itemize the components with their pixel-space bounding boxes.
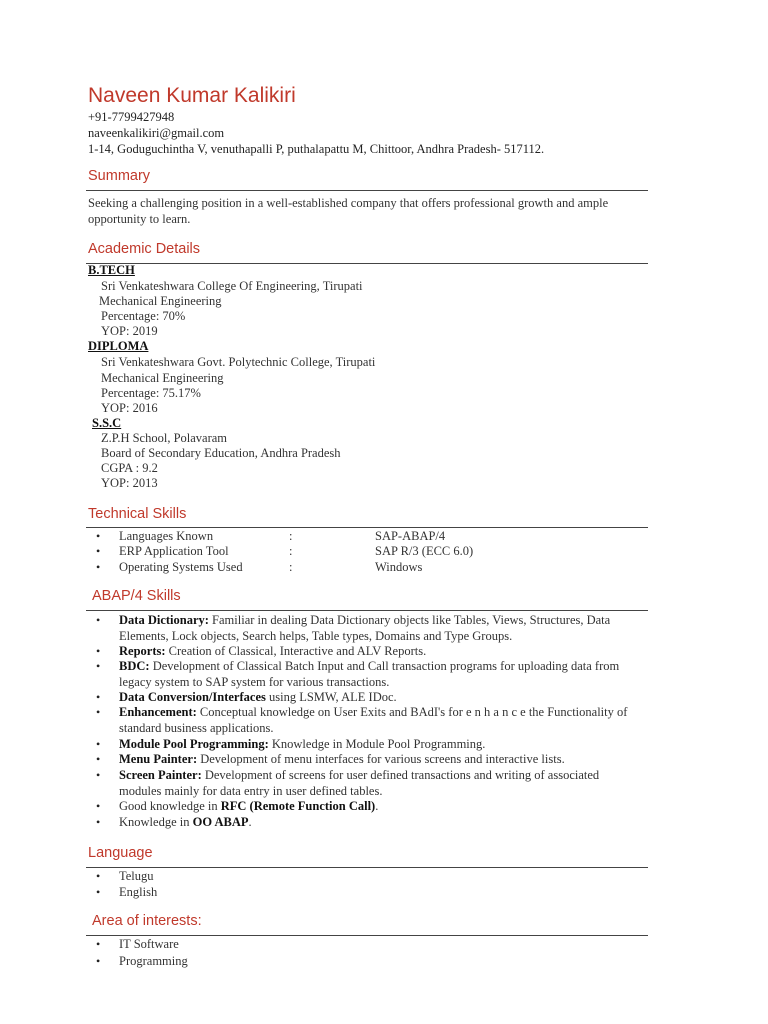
skill-description: .	[375, 799, 379, 813]
degree-detail: YOP: 2019	[101, 324, 158, 338]
skill-label: ERP Application Tool	[119, 544, 229, 558]
interests-heading: Area of interests:	[92, 913, 202, 929]
skill-title: Module Pool Programming:	[119, 737, 269, 751]
skill-title: OO ABAP	[192, 815, 249, 829]
skill-value: SAP R/3 (ECC 6.0)	[375, 544, 474, 558]
skill-title: Reports:	[119, 644, 166, 658]
degree-detail: Mechanical Engineering	[99, 294, 222, 308]
bullet-icon: •	[96, 613, 101, 627]
bullet-icon: •	[96, 954, 101, 968]
bullet-icon: •	[96, 937, 101, 951]
summary-divider	[86, 190, 648, 191]
bullet-icon: •	[96, 690, 101, 704]
bullet-icon: •	[96, 885, 101, 899]
language-item: Telugu	[119, 869, 154, 883]
skill-separator: :	[289, 529, 293, 543]
academic-heading: Academic Details	[88, 241, 201, 257]
skill-title: RFC (Remote Function Call)	[220, 799, 376, 813]
bullet-icon: •	[96, 644, 101, 658]
degree-title: S.S.C	[92, 416, 122, 430]
bullet-icon: •	[96, 799, 101, 813]
skill-value: Windows	[375, 560, 423, 574]
bullet-icon: •	[96, 544, 101, 558]
bullet-icon: •	[96, 869, 101, 883]
postal-address: 1-14, Goduguchintha V, venuthapalli P, puthalapattu M, Chittoor, Andhra Pradesh- 517112.	[88, 142, 545, 156]
abap-skill-item	[119, 815, 639, 831]
skill-description: Development of screens for user defined transactions and writing of associated modules mainly for data entry in user defined tables.	[119, 768, 600, 798]
email-address: naveenkalikiri@gmail.com	[88, 126, 225, 140]
summary-heading: Summary	[88, 168, 151, 184]
degree-detail: YOP: 2013	[101, 476, 158, 490]
interests-divider	[86, 935, 648, 936]
abap-skill-item	[119, 705, 639, 736]
skill-description: using LSMW, ALE IDoc.	[265, 690, 397, 704]
language-divider	[86, 867, 648, 868]
abap-skills-divider	[86, 610, 648, 611]
skill-description: Development of Classical Batch Input and Call transaction programs for uploading data from legacy system to SAP system for various transactions.	[119, 659, 620, 689]
degree-detail: Sri Venkateshwara College Of Engineering, Tirupati	[101, 279, 363, 293]
abap-skill-item	[119, 644, 639, 660]
degree-detail: Mechanical Engineering	[101, 371, 224, 385]
skill-title: BDC:	[119, 659, 150, 673]
interest-item: IT Software	[119, 937, 179, 951]
degree-detail: CGPA : 9.2	[101, 461, 158, 475]
skill-description: .	[248, 815, 252, 829]
bullet-icon: •	[96, 768, 101, 782]
abap-skill-item	[119, 690, 639, 706]
degree-detail: Z.P.H School, Polavaram	[101, 431, 228, 445]
degree-detail: Percentage: 70%	[101, 309, 186, 323]
skill-label: Languages Known	[119, 529, 214, 543]
abap-skill-item	[119, 737, 639, 753]
skill-prefix: Knowledge in	[119, 815, 193, 829]
skill-description: Conceptual knowledge on User Exits and BAdI's for e n h a n c e the Functionality of standard business applications.	[119, 705, 628, 735]
bullet-icon: •	[96, 659, 101, 673]
bullet-icon: •	[96, 705, 101, 719]
skill-description: Familiar in dealing Data Dictionary objects like Tables, Views, Structures, Data Elements, Lock objects, Search helps, Table types, Domains and Type Groups.	[119, 613, 611, 643]
bullet-icon: •	[96, 815, 101, 829]
language-heading: Language	[88, 845, 153, 861]
bullet-icon: •	[96, 560, 101, 574]
skill-description: Development of menu interfaces for various screens and interactive lists.	[197, 752, 565, 766]
degree-detail: Percentage: 75.17%	[101, 386, 201, 400]
abap-skill-item	[119, 799, 639, 815]
skill-description: Creation of Classical, Interactive and ALV Reports.	[165, 644, 427, 658]
degree-detail: YOP: 2016	[101, 401, 158, 415]
skill-title: Screen Painter:	[119, 768, 202, 782]
abap-skill-item	[119, 768, 639, 799]
interest-item: Programming	[119, 954, 188, 968]
abap-skill-item	[119, 613, 639, 644]
skill-separator: :	[289, 544, 293, 558]
technical-skills-divider	[86, 527, 648, 528]
skill-title: Data Dictionary:	[119, 613, 209, 627]
skill-value: SAP-ABAP/4	[375, 529, 446, 543]
skill-title: Menu Painter:	[119, 752, 198, 766]
bullet-icon: •	[96, 752, 101, 766]
academic-divider	[86, 263, 648, 264]
summary-text: Seeking a challenging position in a well-established company that offers professional growth and ample opportunity to learn.	[88, 196, 609, 226]
abap-skill-item	[119, 752, 639, 768]
technical-skills-heading: Technical Skills	[88, 506, 187, 522]
bullet-icon: •	[96, 737, 101, 751]
abap-skill-item	[119, 659, 639, 690]
skill-title: Data Conversion/Interfaces	[119, 690, 266, 704]
skill-title: Enhancement:	[119, 705, 197, 719]
degree-detail: Board of Secondary Education, Andhra Pradesh	[101, 446, 341, 460]
skill-description: Knowledge in Module Pool Programming.	[268, 737, 486, 751]
degree-title: B.TECH	[88, 263, 135, 277]
language-item: English	[119, 885, 158, 899]
skill-separator: :	[289, 560, 293, 574]
skill-label: Operating Systems Used	[119, 560, 243, 574]
degree-title: DIPLOMA	[88, 339, 149, 353]
candidate-name: Naveen Kumar Kalikiri	[88, 84, 296, 107]
bullet-icon: •	[96, 529, 101, 543]
degree-detail: Sri Venkateshwara Govt. Polytechnic College, Tirupati	[101, 355, 376, 369]
skill-prefix: Good knowledge in	[119, 799, 221, 813]
abap-skills-heading: ABAP/4 Skills	[92, 588, 181, 604]
phone-number: +91-7799427948	[88, 110, 175, 124]
